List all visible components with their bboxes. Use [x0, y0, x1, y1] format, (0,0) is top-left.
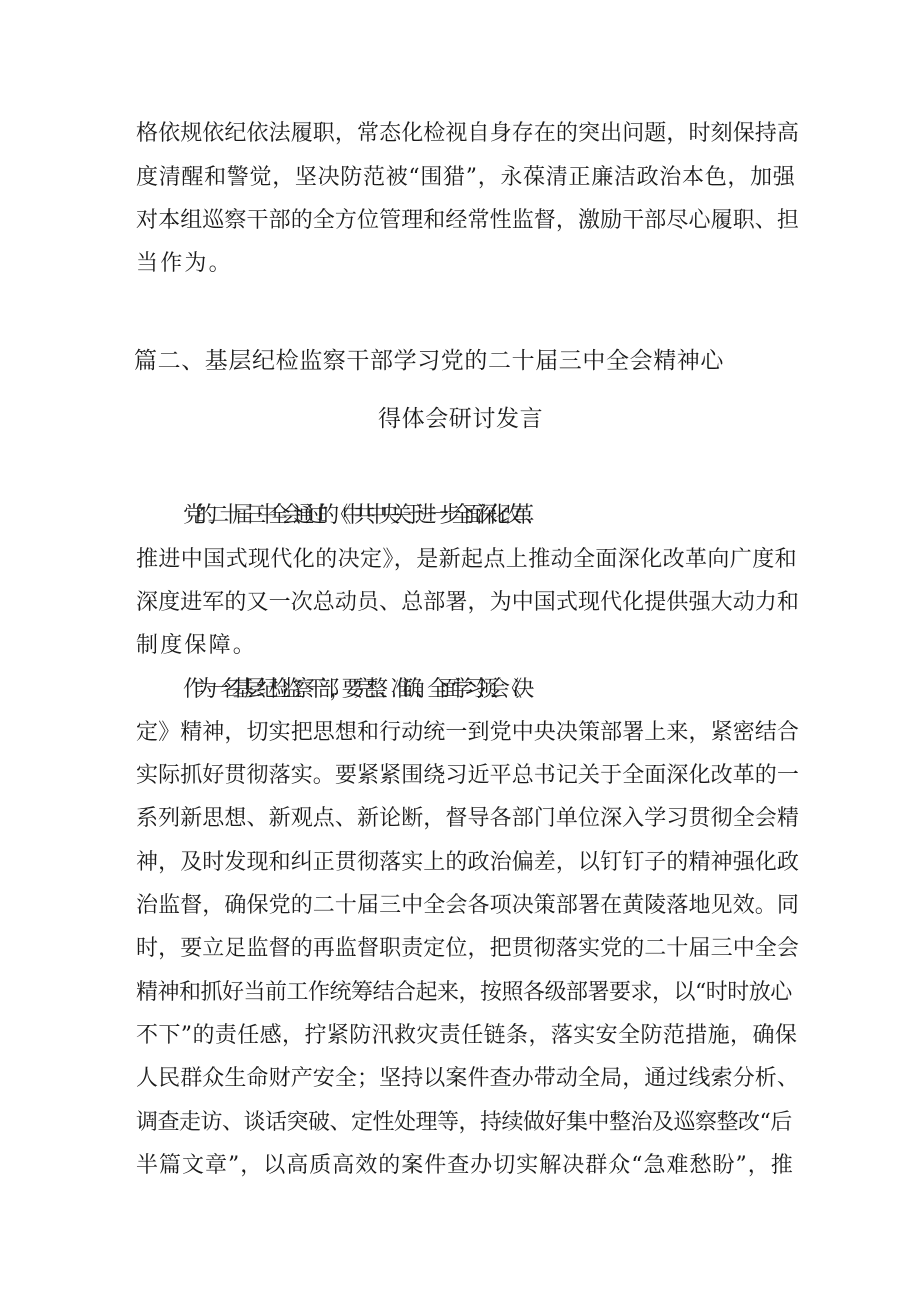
body-text-line: 半篇文章”，以高质高效的案件查办切实解决群众“急难愁盼”，推	[136, 1153, 794, 1178]
body-text-line: 制度保障。	[136, 633, 258, 658]
body-text-line: 当作为。	[136, 251, 233, 276]
body-text-line: 实际抓好贯彻落实。要紧紧围绕习近平总书记关于全面深化改革的一	[136, 763, 800, 788]
body-text-line: 治监督，确保党的二十届三中全会各项决策部署在黄陵落地见效。同	[136, 893, 800, 918]
body-text-line: 推进中国式现代化的决定》，是新起点上推动全面深化改革向广度和	[136, 547, 798, 572]
body-text-line: 作为一名基层纪检监察干部，要完整、准确、全面学习领会《决	[183, 677, 525, 702]
section-title-line-2: 得体会研讨发言	[378, 406, 544, 432]
body-text-line: 神，及时发现和纠正贯彻落实上的政治偏差，以钉钉子的精神强化政	[136, 850, 800, 875]
body-text-line: 格依规依纪依法履职，常态化检视自身存在的突出问题，时刻保持高	[136, 121, 800, 146]
body-text-line: 时，要立足监督的再监督职责定位，把贯彻落实党的二十届三中全会	[136, 936, 800, 961]
section-title-line-1: 篇二、基层纪检监察干部学习党的二十届三中全会精神心	[134, 348, 724, 374]
body-text-line: 不下”的责任感，拧紧防汛救灾责任链条，落实安全防范措施，确保	[136, 1023, 798, 1048]
body-text-line: 精神和抓好当前工作统筹结合起来，按照各级部署要求，以“时时放心	[136, 980, 792, 1005]
body-text-line: 深度进军的又一次总动员、总部署，为中国式现代化提供强大动力和	[136, 590, 800, 615]
body-text-line: 调查走访、谈话突破、定性处理等，持续做好集中整治及巡察整改“后	[136, 1110, 792, 1135]
body-text-line: 对本组巡察干部的全方位管理和经常性监督，激励干部尽心履职、担	[136, 208, 800, 233]
body-text-line: 人民群众生命财产安全；坚持以案件查办带动全局，通过线索分析、	[136, 1066, 800, 1091]
body-text-line: 党的二十届三中全会通过的《中共中央关于进一步全面深化改革、	[183, 503, 537, 528]
body-text-line: 系列新思想、新观点、新论断，督导各部门单位深入学习贯彻全会精	[136, 806, 800, 831]
body-text-line: 度清醒和警觉，坚决防范被“围猎”，永葆清正廉洁政治本色，加强	[136, 165, 796, 190]
body-text-line: 定》精神，切实把思想和行动统一到党中央决策部署上来，紧密结合	[136, 720, 800, 745]
